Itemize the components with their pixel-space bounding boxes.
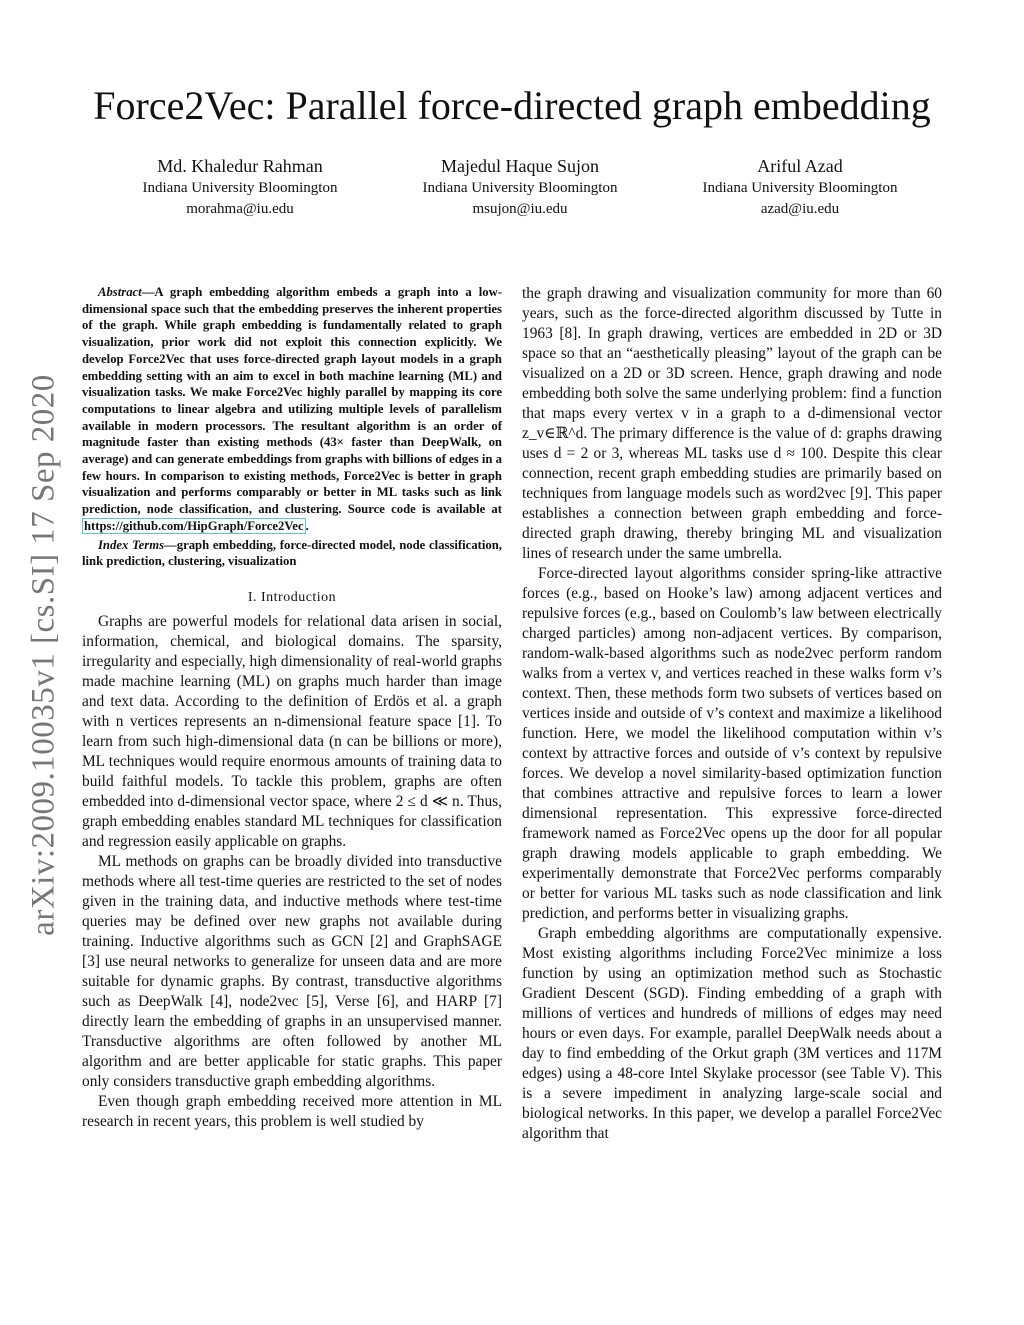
author-affiliation: Indiana University Bloomington xyxy=(702,180,898,196)
author-block xyxy=(110,154,930,220)
author-name: Ariful Azad xyxy=(757,156,843,176)
paragraph-intro-5: Force-directed layout algorithms consider spring-like attractive forces (e.g., based on Hooke’s law) among adjacent vertices and repulsive forces (e.g., based on Coulomb’s law between electrically charged particles) among non-adjacent vertices. By comparison, random-walk-based algorithms such as node2vec perform random walks from a vertex v, and vertices reached in these walks form v’s context. Then, these methods form two subsets of vertices based on vertices inside and outside of v’s context and maximize a likelihood function. Here, we model the likelihood computation within v’s context by attractive forces and outside of v’s context by repulsive forces. We develop a novel similarity-based optimization function that combines attractive and repulsive forces to learn a lower dimensional representation. This expressive force-directed framework named as Force2Vec opens up the door for all popular graph drawing models applicable to graph embedding. We experimentally demonstrate that Force2Vec performs comparably or better for various ML tasks such as node classification and link prediction, and performs better in visualizing graphs. xyxy=(522,565,942,922)
paragraph-intro-2: ML methods on graphs can be broadly divided into transductive methods where all test-time queries are restricted to the set of nodes given in the training data, and inductive methods where test-time queries may be defined over new graphs not available during training. Inductive algorithms such as GCN [2] and GraphSAGE [3] use neural networks to generalize for unseen data and are more suitable for dynamic graphs. By contrast, transductive algorithms such as DeepWalk [4], node2vec [5], Verse [6], and HARP [7] directly learn the embedding of graphs in an unsupervised manner. Transductive algorithms are often followed by another ML algorithm and are better applicable for static graphs. This paper only considers transductive graph embedding algorithms. xyxy=(82,852,502,1090)
paper-title: Force2Vec: Parallel force-directed graph embedding xyxy=(93,83,931,128)
left-column xyxy=(82,284,502,1132)
index-terms-text: —graph embedding, force-directed model, node classification, link prediction, clustering, visualization xyxy=(82,537,502,569)
author-affiliation: Indiana University Bloomington xyxy=(422,180,618,196)
arxiv-sidebar-stamp xyxy=(12,370,76,940)
author-email: morahma@iu.edu xyxy=(186,201,294,217)
author-1 xyxy=(110,154,370,220)
index-terms-label: Index Terms xyxy=(98,537,165,552)
abstract-text: —A graph embedding algorithm embeds a graph into a low-dimensional space such that the embedding preserves the inherent properties of the graph. While graph embedding is fundamentally related to graph visualization, prior work did not exploit this connection explicitly. We develop Force2Vec that uses force-directed graph layout models in a graph embedding setting with an aim to excel in both machine learning (ML) and visualization tasks. We make Force2Vec highly parallel by mapping its core computations to linear algebra and utilizing multiple levels of parallelism available in modern processors. The resultant algorithm is an order of magnitude faster than existing methods (43× faster than DeepWalk, on average) and can generate embeddings from graphs with billions of edges in a few hours. In comparison to existing methods, Force2Vec is better in graph visualization and performs comparably or better in ML tasks such as link prediction, node classification, and clustering. Source code is available at xyxy=(82,285,502,517)
author-2 xyxy=(390,154,650,220)
source-code-link[interactable]: https://github.com/HipGraph/Force2Vec xyxy=(84,518,304,533)
paragraph-intro-1: Graphs are powerful models for relational data arisen in social, information, chemical, and biological domains. The sparsity, irregularity and especially, high dimensionality of real-world graphs made machine learning (ML) on graphs much harder than image and text data. According to the definition of Erdös et al. a graph with n vertices represents an n-dimensional feature space [1]. To learn from such high-dimensional data (n can be billions or more), ML techniques would require enormous amounts of training data to build faithful models. To tackle this problem, graphs are often embedded into d-dimensional vector space, where 2 ≤ d ≪ n. Thus, graph embedding enables standard ML techniques for classification and regression easily applicable on graphs. xyxy=(82,612,502,850)
paragraph-intro-3: Even though graph embedding received more attention in ML research in recent years, this problem is well studied by xyxy=(82,1092,502,1130)
author-name: Majedul Haque Sujon xyxy=(441,156,599,176)
paragraph-intro-6: Graph embedding algorithms are computationally expensive. Most existing algorithms including Force2Vec minimize a loss function by using an optimization method such as Stochastic Gradient Descent (SGD). Finding embedding of a graph with millions of vertices and hundreds of millions of edges may need hours or even days. For example, parallel DeepWalk needs about a day to find embedding of the Orkut graph (3M vertices and 117M edges) using a 48-core Intel Skylake processor (see Table V). This is a severe impediment in analyzing large-scale social and biological networks. In this paper, we develop a parallel Force2Vec algorithm that xyxy=(522,925,942,1142)
abstract-label: Abstract xyxy=(98,285,142,299)
right-column xyxy=(522,284,942,1144)
author-email: msujon@iu.edu xyxy=(472,201,568,217)
author-affiliation: Indiana University Bloomington xyxy=(142,180,338,196)
section-heading: I. Introduction xyxy=(247,589,337,605)
abstract xyxy=(82,284,502,535)
arxiv-identifier: arXiv:2009.10035v1 [cs.SI] 17 Sep 2020 xyxy=(25,374,62,936)
author-3 xyxy=(670,154,930,220)
index-terms xyxy=(82,537,502,570)
abstract-end: . xyxy=(305,518,309,533)
author-email: azad@iu.edu xyxy=(760,201,840,217)
author-name: Md. Khaledur Rahman xyxy=(157,156,323,176)
paragraph-intro-4: the graph drawing and visualization community for more than 60 years, such as the force-directed algorithm discussed by Tutte in 1963 [8]. In graph drawing, vertices are embedded in 2D or 3D space so that an “aesthetically pleasing” layout of the graph can be visualized on a 2D or 3D screen. Hence, graph drawing and node embedding both solve the same underlying problem: find a function that maps every vertex v in a graph to a d-dimensional vector z_v∈ℝ^d. The primary difference is the value of d: graphs drawing uses d = 2 or 3, whereas ML tasks use d ≈ 100. Despite this clear connection, recent graph embedding studies are primarily based on techniques from language models such as word2vec [9]. This paper establishes a connection between graph embedding and force-directed graph drawing, thereby bringing ML and visualization lines of research under the same umbrella. xyxy=(522,285,942,562)
